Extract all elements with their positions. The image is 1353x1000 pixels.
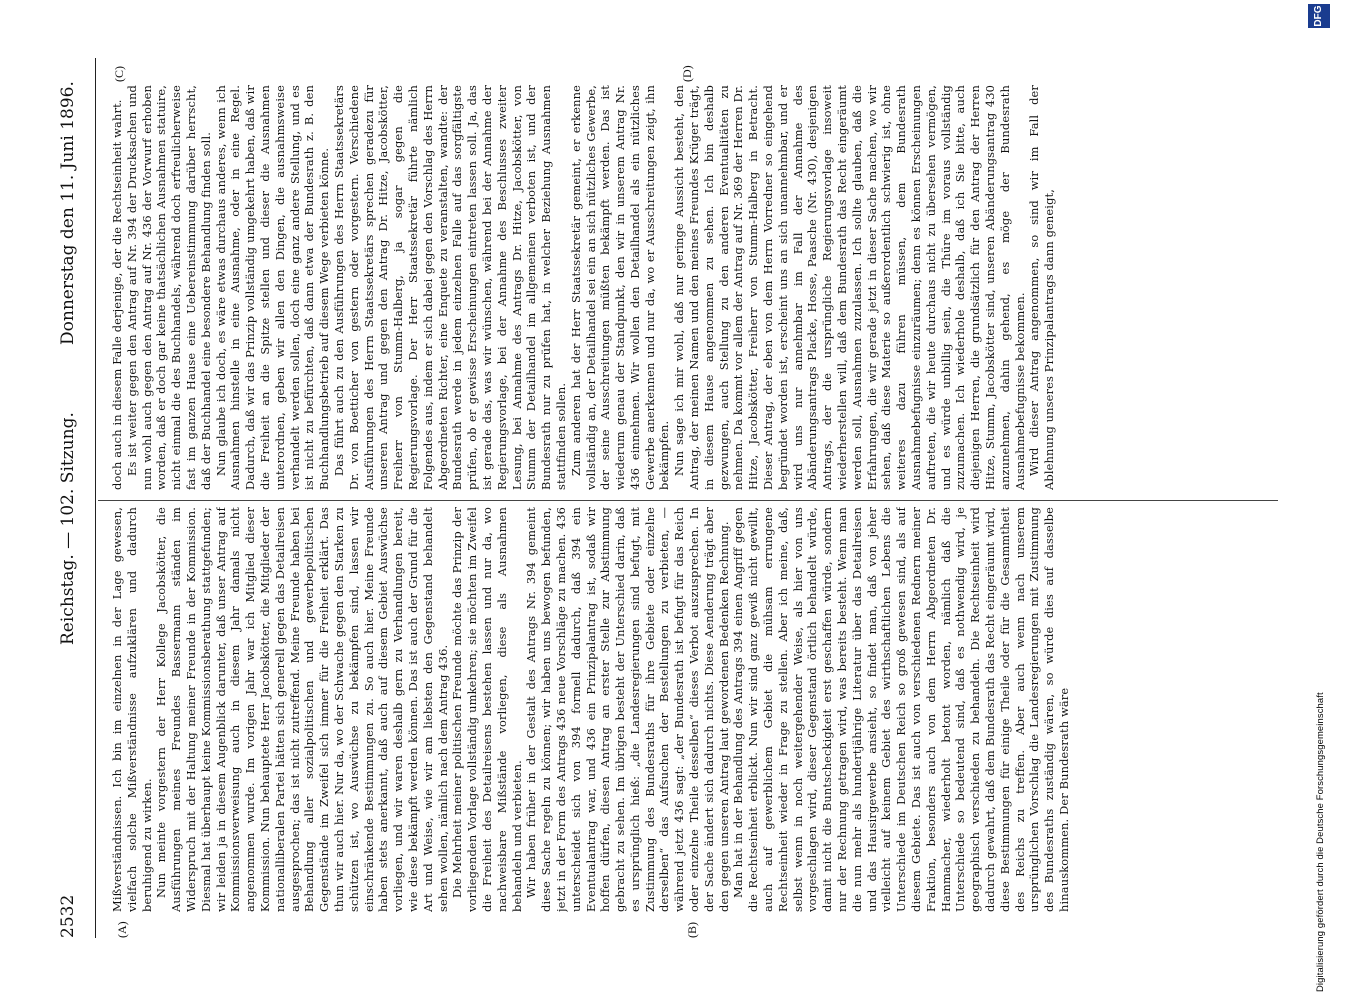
paragraph: Die Mehrheit meiner politischen Freunde möchte das Prinzip der vorliegenden Vorlage vollständig umkehren; sie möchten im Zweifel die Freiheit des Detailreisens bestehen lassen und nur da, wo nachweisbare Mißstände vorliegen, diese als Ausnahmen behandeln und verbieten. — [450, 507, 524, 912]
dfg-logo: DFG — [1308, 4, 1330, 28]
page-number: 2532 — [58, 894, 78, 938]
paragraph: Es ist weiter gegen den Antrag auf Nr. 394 der Drucksachen und nun wohl auch gegen den Antrag auf Nr. 436 der Vorwurf erhoben worden, daß er doch gar keine thatsächlichen Ausnahmen statuire, nicht einmal die des Buchhandels, während doch erfreulicherweise fast im ganzen Hause eine Uebereinstimmung darüber herrscht, daß der Buchhandel eine besondere Behandlung finden soll. — [124, 85, 213, 490]
paragraph: Nun glaube ich doch, es wäre etwas durchaus anderes, wenn ich Ausnahmen hinstelle in eine Ausnahme, oder in eine Regel. Dadurch, daß wir das Prinzip vollständig umgekehrt haben, daß wir die Freiheit an die Spitze stellen und dieser die Ausnahmen unterordnen, geben wir allen den Dingen, die ausnahmsweise verhandelt werden sollen, doch eine ganz andere Stellung, und es ist nicht zu befürchten, daß dann etwa der Bundesrath z. B. den Buchhandlungsbetrieb auf diesem Wege verbieten könne. — [213, 85, 332, 490]
margin-label-d: (D) — [680, 65, 694, 82]
right-column — [110, 85, 1290, 490]
session-title: Reichstag. — 102. Sitzung. — [58, 412, 78, 645]
paragraph: Das führt auch zu den Ausführungen des Herrn Staatssekretärs Dr. von Boetticher von gestern oder vorgestern. Verschiedene Ausführungen des Herrn Staatssekretärs sprechen geradezu für unseren Antrag und gegen den Antrag Dr. Hitze, Jacobskötter, Freiherr von Stumm-Halberg, ja sogar gegen die Regierungsvorlage. Der Herr Staatssekretär führte nämlich Folgendes aus, indem er sich dabei gegen den Vorschlag des Herrn Abgeordneten Richter, eine Enquete zu veranstalten, wandte: der Bundesrath werde in jedem einzelnen Falle auf das sorgfältigste prüfen, ob er gewisse Erscheinungen eintreten lassen soll. Ja, das ist gerade das, was wir wünschen, während bei der Annahme der Regierungsvorlage, bei der Annahme des Beschlusses zweiter Lesung, bei Annahme des Antrags Dr. Hitze, Jacobskötter, von Stumm der Detailhandel im allgemeinen verboten ist, und der Bundesrath nur zu prüfen hat, in welcher Beziehung Ausnahmen stattfinden sollen. — [331, 85, 568, 490]
paragraph: Wird dieser Antrag angenommen, so sind wir im Fall der Ablehnung unseres Prinzipalantrags dann geneigt, — [1027, 85, 1057, 490]
margin-label-c: (C) — [112, 66, 126, 82]
header-rule — [95, 58, 96, 938]
page-header — [58, 0, 88, 1000]
paragraph: doch auch in diesem Falle derjenige, der die Rechtseinheit wahrt. — [110, 99, 124, 490]
paragraph: Wir haben früher in der Gestalt des Antrags Nr. 394 gemeint diese Sache regeln zu können; wir haben uns bewogen befunden, jetzt in der Form des Antrags 436 neue Vorschläge zu machen. 436 unterscheidet sich von 394 formell dadurch, daß 394 ein Eventualantrag war, und 436 ein Prinzipalantrag ist, sodaß wir hoffen dürfen, diesen Antrag an erster Stelle zur Abstimmung gebracht zu sehen. Im übrigen besteht der Unterschied darin, daß es ursprünglich hieß: „die Landesregierungen sind befugt, mit Zustimmung des Bundesraths für ihre Gebiete oder einzelne derselben“ das Aufsuchen der Bestellungen zu verbieten, — während jetzt 436 sagt: „der Bundesrath ist befugt für das Reich oder einzelne Theile desselben“ dieses Verbot auszusprechen. In der Sache ändert sich dadurch nichts. Diese Aenderung trägt aber den gegen unseren Antrag laut gewordenen Bedenken Rechnung. — [524, 507, 731, 912]
margin-label-a: (A) — [115, 921, 129, 938]
paragraph: Nun meinte vorgestern der Herr Kollege Jacobskötter, die Ausführungen meines Freundes Bassermann ständen im Widerspruch mit der Haltung meiner Freunde in der Kommission. Diesmal hat überhaupt keine Kommissionsberathung stattgefunden; wir leiden ja in diesem Augenblick darunter, daß unser Antrag auf Kommissionsverweisung auch in diesem Jahr damals nicht angenommen wurde. Im vorigen Jahr war ich Mitglied dieser Kommission. Nun behauptete Herr Jacobskötter, die Mitglieder der nationalliberalen Partei hätten sich generell gegen das Detailreisen ausgesprochen; das ist nicht zutreffend. Meine Freunde haben bei Behandlung aller sozialpolitischen und gewerbepolitischen Gegenstände im Zweifel sich immer für die Freiheit erklärt. Das thun wir auch hier. Nur da, wo der Schwache gegen den Starken zu schützen ist, wo Auswüchse zu bekämpfen sind, lassen wir einschränkende Bestimmungen zu. So auch hier. Meine Freunde haben stets anerkannt, daß auch auf diesem Gebiet Auswüchse vorliegen, und wir waren deshalb gern zu Verhandlungen bereit, wie diese bekämpft werden können. Das ist auch der Grund für die Art und Weise, wie wir am liebsten den Gegenstand behandelt sehen wollen, nämlich nach dem Antrag 436. — [154, 507, 450, 912]
session-date: Donnerstag den 11. Juni 1896. — [58, 81, 78, 345]
paragraph: Man hat in der Behandlung des Antrags 394 einen Angriff gegen die Rechtseinheit erblickt. Nun wir sind ganz gewiß nicht gewillt, auch auf gewerblichem Gebiet die mühsam errungene Rechtseinheit wieder in Frage zu stellen. Aber ich meine, daß, selbst wenn in noch weitergehender Weise, als hier von uns vorgeschlagen wird, dieser Gegenstand örtlich behandelt würde, damit nicht die Buntscheckigkeit erst geschaffen würde, sondern nur der Rechnung getragen wird, was bereits besteht. Wenn man die nun mehr als hundertjährige Literatur über das Detailreisen und das Hausirgewerbe ansieht, so findet man, daß von jeher vielleicht auf keinem Gebiet des wirthschaftlichen Lebens die Unterschiede im Deutschen Reich so groß gewesen sind, als auf diesem Gebiete. Das ist auch von verschiedenen Rednern meiner Fraktion, besonders auch von dem Herrn Abgeordneten Dr. Hammacher, wiederholt betont worden, nämlich daß die Unterschiede so bedeutend sind, daß es nothwendig wird, je geographisch verschieden zu behandeln. Die Rechtseinheit wird dadurch gewahrt, daß dem Bundesrath das Recht eingeräumt wird, diese Bestimmungen für einige Theile oder für die Gesammtheit des Reichs zu treffen. Aber auch wenn nach unserem ursprünglichen Vorschlag die Landesregierungen mit Zustimmung des Bundesraths zuständig wären, so würde dies auf dasselbe hinauskommen. Der Bundesrath wäre — [731, 507, 1071, 912]
left-column — [110, 507, 1290, 912]
column-divider — [98, 500, 1278, 501]
paragraph: Nun sage ich mir wohl, daß nur geringe Aussicht besteht, den Antrag, der meinen Namen und den meines Freundes Krüger trägt, in diesem Hause angenommen zu sehen. Ich bin deshalb gezwungen, auch Stellung zu den anderen Eventualitäten zu nehmen. Da kommt vor allem der Antrag auf Nr. 369 der Herren Dr. Hitze, Jacobskötter, Freiherr von Stumm-Halberg in Betracht. Dieser Antrag, der eben von dem Herrn Vorredner so eingehend begründet worden ist, erscheint uns an sich unannehmbar, und er wird uns nur annehmbar im Fall der Annahme des Abänderungsantrags Placke, Hosse, Paasche (Nr. 430), desjenigen Antrags, der die ursprüngliche Regierungsvorlage insoweit wiederherstellen will, daß dem Bundesrath das Recht eingeräumt werden soll, Ausnahmen zuzulassen. Ich sollte glauben, daß die Erfahrungen, die wir gerade jetzt in dieser Sache machen, wo wir sehen, daß diese Materie so außerordentlich schwierig ist, ohne weiteres dazu führen müssen, dem Bundesrath Ausnahmebefugnisse einzuräumen; denn es können Erscheinungen auftreten, die wir heute durchaus nicht zu übersehen vermögen, und es würde unbillig sein, die Thüre im voraus vollständig zuzumachen. Ich wiederhole deshalb, daß ich Sie bitte, auch diejenigen Herren, die grundsätzlich für den Antrag der Herren Hitze, Stumm, Jacobskötter sind, unseren Abänderungsantrag 430 anzunehmen, dahin gehend, es möge der Bundesrath Ausnahmebefugnisse bekommen. — [672, 85, 1027, 490]
paragraph: Zum anderen hat der Herr Staatssekretär gemeint, er erkenne vollständig an, der Detailhandel sei ein an sich nützliches Gewerbe, der seine Ausschreitungen müßten bekämpft werden. Das ist wiederum genau der Standpunkt, den wir in unserem Antrag Nr. 436 einnehmen. Wir wollen den Detailhandel als ein nützliches Gewerbe anerkennen und nur da, wo er Ausschreitungen zeigt, ihn bekämpfen. — [568, 85, 672, 490]
digitization-note: Digitalisierung gefördert durch die Deutsche Forschungsgemeinschaft — [1314, 692, 1325, 992]
paragraph: Mißverständnissen. Ich bin im einzelnen in der Lage gewesen, vielfach solche Mißverständnisse aufzuklären und dadurch beruhigend zu wirken. — [110, 507, 154, 912]
margin-label-b: (B) — [685, 922, 699, 938]
